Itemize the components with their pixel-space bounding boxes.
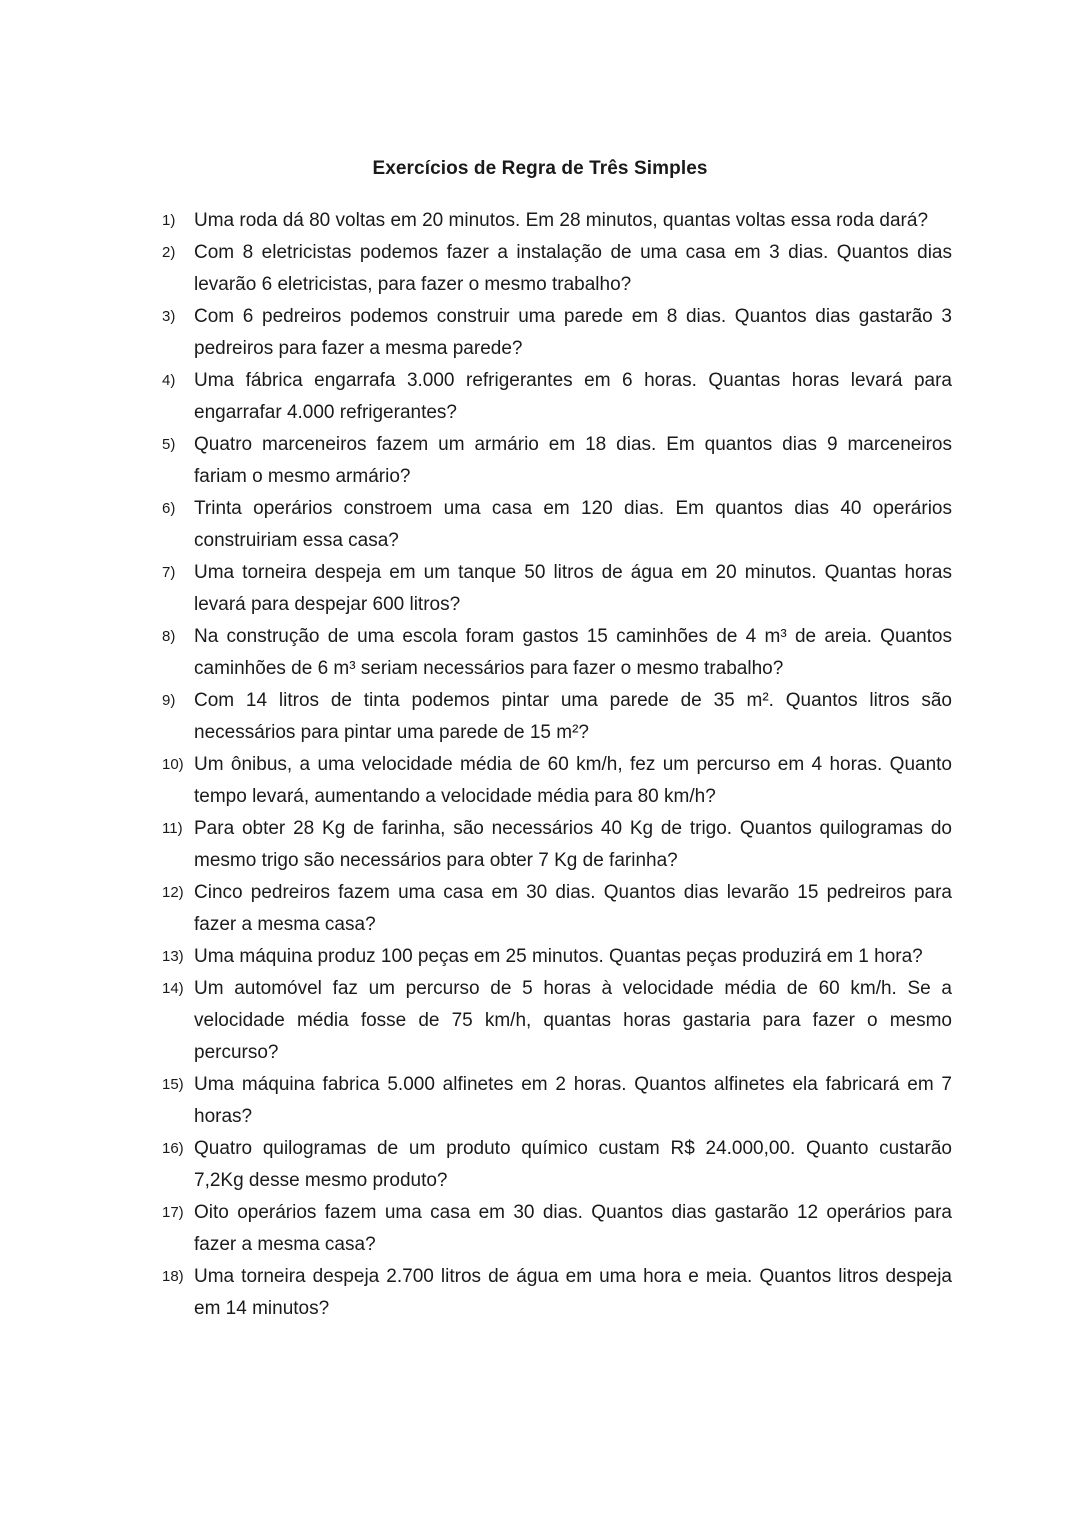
- exercise-number: 10): [162, 756, 184, 773]
- exercise-text: Com 6 pedreiros podemos construir uma parede em 8 dias. Quantos dias gastarão 3 pedreiros para fazer a mesma parede?: [194, 306, 952, 359]
- exercise-text: Cinco pedreiros fazem uma casa em 30 dias. Quantos dias levarão 15 pedreiros para fazer a mesma casa?: [194, 882, 952, 935]
- exercise-item: [158, 1261, 952, 1325]
- exercise-item: [158, 237, 952, 301]
- exercise-item: [158, 973, 952, 1069]
- exercise-text: Com 8 eletricistas podemos fazer a instalação de uma casa em 3 dias. Quantos dias levarão 6 eletricistas, para fazer o mesmo trabalho?: [194, 242, 952, 295]
- exercise-text: Uma máquina fabrica 5.000 alfinetes em 2 horas. Quantos alfinetes ela fabricará em 7 horas?: [194, 1074, 952, 1127]
- exercise-number: 2): [162, 244, 176, 261]
- exercise-item: [158, 301, 952, 365]
- exercise-number: 13): [162, 948, 184, 965]
- exercise-item: [158, 429, 952, 493]
- exercise-text: Quatro quilogramas de um produto químico custam R$ 24.000,00. Quanto custarão 7,2Kg desse mesmo produto?: [194, 1138, 952, 1191]
- exercise-number: 3): [162, 308, 176, 325]
- exercise-text: Uma máquina produz 100 peças em 25 minutos. Quantas peças produzirá em 1 hora?: [194, 946, 923, 967]
- exercise-number: 5): [162, 436, 176, 453]
- exercise-text: Quatro marceneiros fazem um armário em 18 dias. Em quantos dias 9 marceneiros fariam o mesmo armário?: [194, 434, 952, 487]
- exercise-number: 16): [162, 1140, 184, 1157]
- exercise-item: [158, 205, 952, 237]
- exercise-item: [158, 1133, 952, 1197]
- exercise-text: Uma fábrica engarrafa 3.000 refrigerantes em 6 horas. Quantas horas levará para engarrafar 4.000 refrigerantes?: [194, 370, 952, 423]
- exercise-number: 14): [162, 980, 184, 997]
- exercise-number: 9): [162, 692, 176, 709]
- exercise-item: [158, 749, 952, 813]
- exercise-text: Com 14 litros de tinta podemos pintar uma parede de 35 m². Quantos litros são necessários para pintar uma parede de 15 m²?: [194, 690, 952, 743]
- exercise-item: [158, 493, 952, 557]
- exercise-item: [158, 365, 952, 429]
- exercise-text: Uma roda dá 80 voltas em 20 minutos. Em 28 minutos, quantas voltas essa roda dará?: [194, 210, 929, 231]
- exercise-number: 8): [162, 628, 176, 645]
- exercise-text: Uma torneira despeja em um tanque 50 litros de água em 20 minutos. Quantas horas levará para despejar 600 litros?: [194, 562, 952, 615]
- exercise-number: 4): [162, 372, 176, 389]
- exercise-number: 11): [162, 820, 183, 837]
- exercise-item: [158, 813, 952, 877]
- exercise-number: 12): [162, 884, 184, 901]
- exercise-item: [158, 1069, 952, 1133]
- exercise-text: Um ônibus, a uma velocidade média de 60 km/h, fez um percurso em 4 horas. Quanto tempo levará, aumentando a velocidade média para 80 km/h?: [194, 754, 952, 807]
- exercise-text: Na construção de uma escola foram gastos 15 caminhões de 4 m³ de areia. Quantos caminhões de 6 m³ seriam necessários para fazer o mesmo trabalho?: [194, 626, 952, 679]
- exercise-item: [158, 941, 952, 973]
- exercise-item: [158, 557, 952, 621]
- exercise-item: [158, 685, 952, 749]
- exercise-text: Uma torneira despeja 2.700 litros de água em uma hora e meia. Quantos litros despeja em 14 minutos?: [194, 1266, 952, 1319]
- page-title: Exercícios de Regra de Três Simples: [372, 158, 708, 179]
- exercise-number: 1): [162, 212, 176, 229]
- exercise-number: 15): [162, 1076, 184, 1093]
- exercise-list: [158, 205, 952, 1325]
- exercise-number: 17): [162, 1204, 184, 1221]
- exercise-text: Um automóvel faz um percurso de 5 horas à velocidade média de 60 km/h. Se a velocidade média fosse de 75 km/h, quantas horas gastaria para fazer o mesmo percurso?: [194, 978, 952, 1063]
- exercise-text: Para obter 28 Kg de farinha, são necessários 40 Kg de trigo. Quantos quilogramas do mesmo trigo são necessários para obter 7 Kg de farinha?: [194, 818, 952, 871]
- exercise-item: [158, 621, 952, 685]
- exercise-number: 18): [162, 1268, 184, 1285]
- exercise-item: [158, 1197, 952, 1261]
- exercise-number: 6): [162, 500, 176, 517]
- exercise-text: Trinta operários constroem uma casa em 120 dias. Em quantos dias 40 operários construiriam essa casa?: [194, 498, 952, 551]
- exercise-number: 7): [162, 564, 176, 581]
- exercise-text: Oito operários fazem uma casa em 30 dias. Quantos dias gastarão 12 operários para fazer a mesma casa?: [194, 1202, 952, 1255]
- exercise-item: [158, 877, 952, 941]
